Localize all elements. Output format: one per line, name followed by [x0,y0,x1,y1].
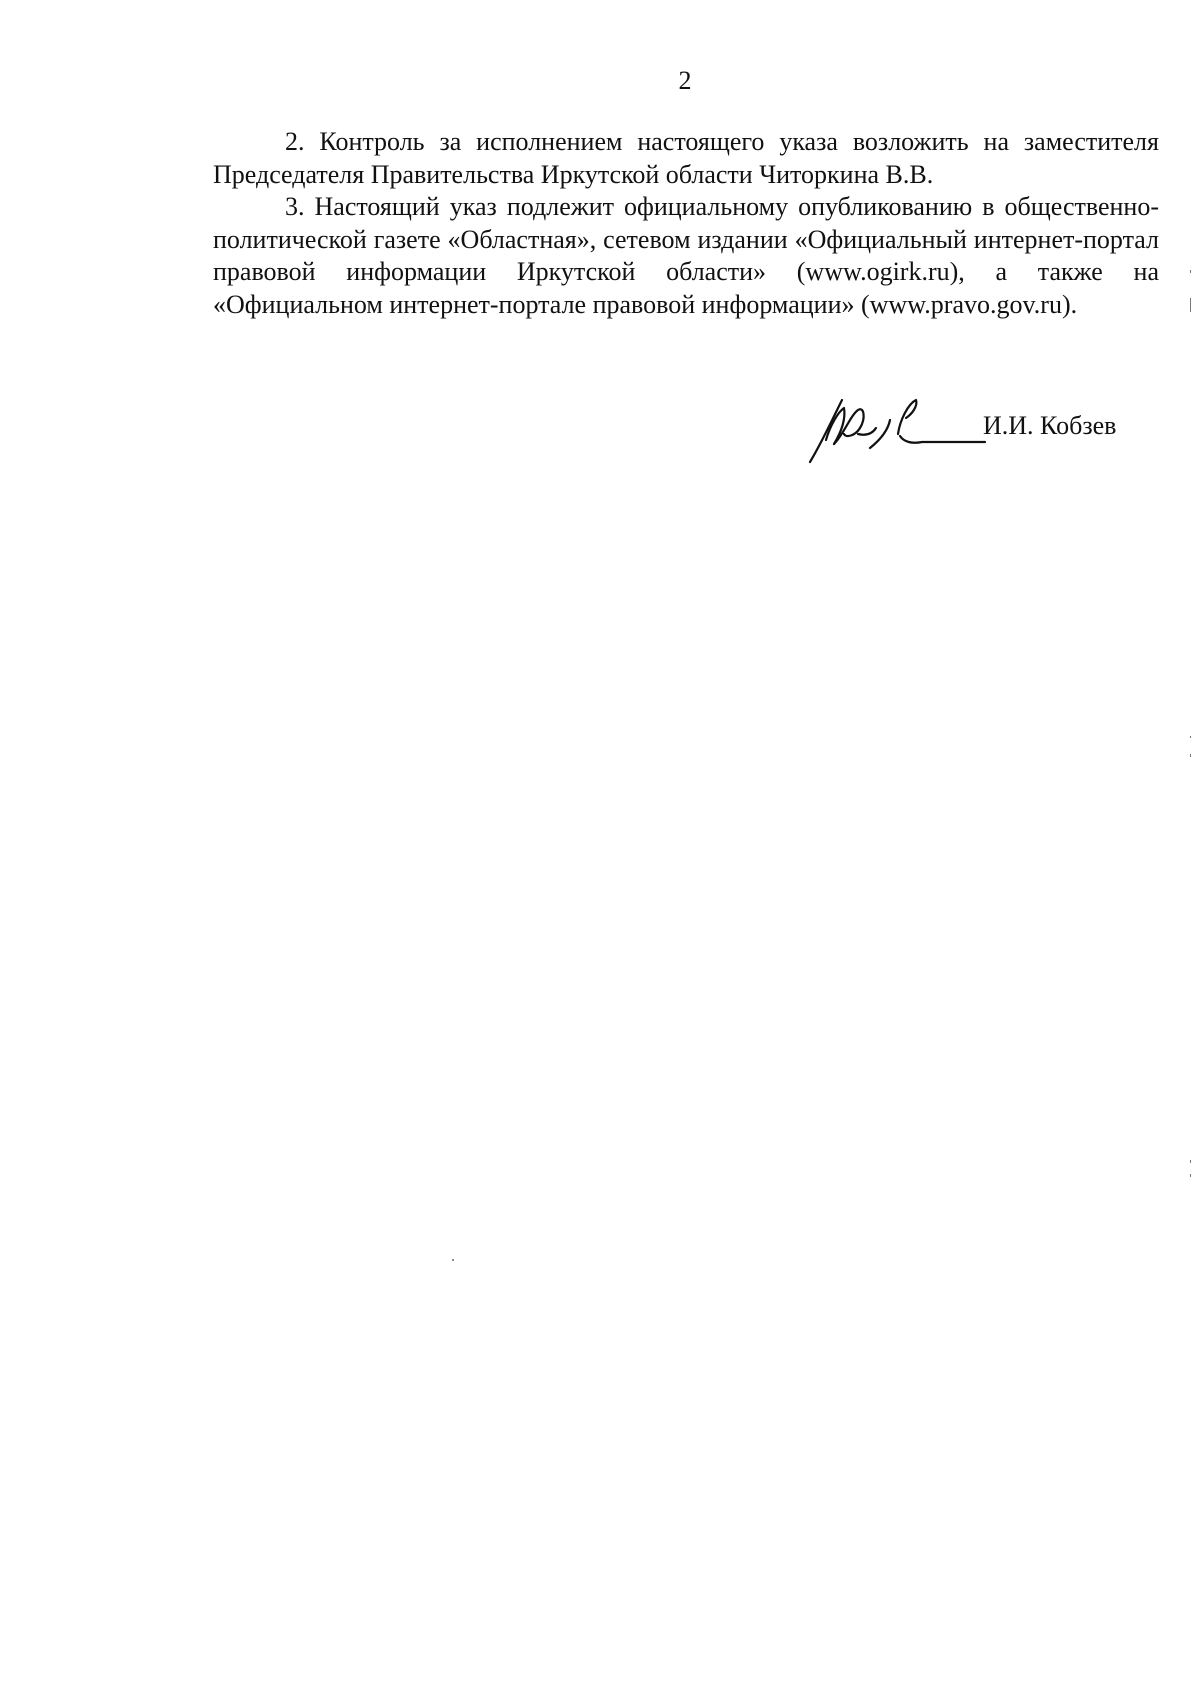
scan-speck [452,1259,454,1261]
handwritten-signature [800,390,990,470]
scan-mark [1190,270,1191,273]
page-number: 2 [678,66,692,95]
scan-mark [1190,736,1191,738]
scan-mark [1190,1160,1191,1163]
paragraph-publication: 3. Настоящий указ подлежит официальному опубликованию в общественно-политической газете «Областная», сетевом издании «Официальный интернет-портал правовой информации Иркутской области» (www.ogirk.ru), а также на «Официальном интернет-портале правовой информации» (www.pravo.gov.ru). [213,192,1159,319]
paragraph-control: 2. Контроль за исполнением настоящего указа возложить на заместителя Председателя Правительства Иркутской области Читоркина В.В. [213,127,1159,189]
scan-mark [1190,298,1191,312]
document-body [213,126,1159,321]
scan-mark [1190,754,1191,757]
signature-block [800,390,1140,470]
signer-name: И.И. Кобзев [983,411,1117,440]
scan-mark [1190,1174,1191,1177]
scan-edge-marks [1186,0,1196,1698]
